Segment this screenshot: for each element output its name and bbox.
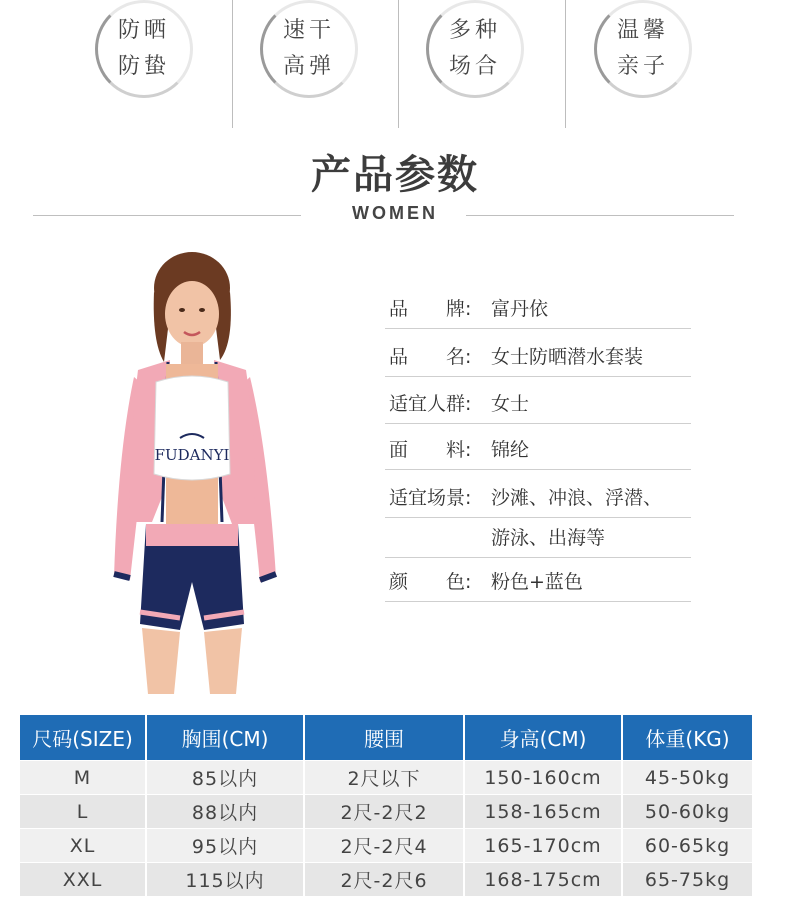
feature-badge-4 <box>582 0 702 120</box>
spec-value: 女士 <box>491 393 530 415</box>
cell-weight: 65-75kg <box>622 863 752 897</box>
cell-chest: 115以内 <box>146 863 304 897</box>
feature-text-line1: 温馨 <box>616 18 669 43</box>
cell-weight: 50-60kg <box>622 795 752 829</box>
feature-circle <box>594 0 692 98</box>
table-row <box>20 863 752 897</box>
section-title: 产品参数 <box>311 152 479 198</box>
feature-circle <box>260 0 358 98</box>
size-table-header <box>20 715 752 761</box>
feature-circle <box>426 0 524 98</box>
feature-badge-2 <box>248 0 368 120</box>
table-row <box>20 761 752 795</box>
cell-weight: 60-65kg <box>622 829 752 863</box>
spec-value: 女士防晒潜水套装 <box>491 346 644 368</box>
feature-badge-1 <box>83 0 203 120</box>
spec-row-audience <box>385 377 691 424</box>
feature-divider <box>232 0 233 128</box>
cell-waist: 2尺-2尺6 <box>304 863 464 897</box>
col-header-chest: 胸围(CM) <box>146 715 304 761</box>
feature-divider <box>565 0 566 128</box>
cell-chest: 95以内 <box>146 829 304 863</box>
spec-key: 面 料: <box>389 439 472 461</box>
cell-height: 165-170cm <box>464 829 622 863</box>
cell-height: 168-175cm <box>464 863 622 897</box>
spec-row-color <box>385 555 691 602</box>
feature-text-line1: 防晒 <box>117 18 170 43</box>
spec-value: 粉色+蓝色 <box>491 571 583 593</box>
spec-value: 富丹依 <box>491 298 549 320</box>
col-header-height: 身高(CM) <box>464 715 622 761</box>
shirt-brand-text: FUDANYI <box>154 446 230 464</box>
col-header-weight: 体重(KG) <box>622 715 752 761</box>
col-header-size: 尺码(SIZE) <box>20 715 146 761</box>
spec-value: 沙滩、冲浪、浮潜、 <box>491 487 663 509</box>
spec-row-fabric <box>385 423 691 470</box>
col-header-waist: 腰围 <box>304 715 464 761</box>
feature-text-line2: 亲子 <box>616 54 669 79</box>
cell-waist: 2尺以下 <box>304 761 464 795</box>
feature-text-line2: 防蛰 <box>117 54 170 79</box>
spec-key: 品 牌: <box>389 298 472 320</box>
cell-waist: 2尺-2尺2 <box>304 795 464 829</box>
cell-waist: 2尺-2尺4 <box>304 829 464 863</box>
spec-value: 游泳、出海等 <box>491 527 606 549</box>
spec-key: 品 名: <box>389 346 472 368</box>
spec-key: 颜 色: <box>389 571 472 593</box>
feature-badge-3 <box>414 0 534 120</box>
cell-size: L <box>20 795 146 829</box>
feature-text-line1: 速干 <box>282 18 335 43</box>
cell-chest: 88以内 <box>146 795 304 829</box>
size-table <box>20 715 752 896</box>
feature-text-line2: 场合 <box>448 54 501 79</box>
cell-height: 158-165cm <box>464 795 622 829</box>
section-subtitle: WOMEN <box>352 203 438 223</box>
spec-row-brand <box>385 282 691 329</box>
spec-row-scenes-cont <box>385 511 691 558</box>
feature-divider <box>398 0 399 128</box>
cell-size: XL <box>20 829 146 863</box>
title-divider-right <box>466 215 734 216</box>
spec-key: 适宜场景: <box>389 487 472 509</box>
spec-row-name <box>385 330 691 377</box>
feature-circle <box>95 0 193 98</box>
cell-size: M <box>20 761 146 795</box>
cell-height: 150-160cm <box>464 761 622 795</box>
spec-value: 锦纶 <box>491 439 530 461</box>
spec-key: 适宜人群: <box>389 393 472 415</box>
feature-text-line1: 多种 <box>448 18 501 43</box>
feature-text-line2: 高弹 <box>282 54 335 79</box>
cell-weight: 45-50kg <box>622 761 752 795</box>
table-row <box>20 795 752 829</box>
model-photo <box>108 252 286 694</box>
cell-chest: 85以内 <box>146 761 304 795</box>
table-row <box>20 829 752 863</box>
cell-size: XXL <box>20 863 146 897</box>
